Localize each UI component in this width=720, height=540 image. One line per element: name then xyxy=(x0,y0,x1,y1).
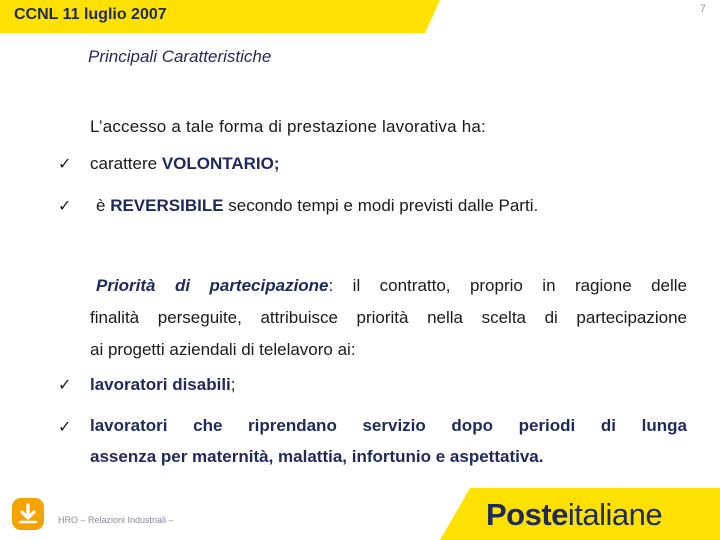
header-title: CCNL 11 luglio 2007 xyxy=(14,6,167,23)
list-item-emphasis: lavoratori disabili xyxy=(90,375,231,394)
priority-paragraph xyxy=(90,270,687,366)
list-item xyxy=(96,196,538,216)
checkmark-icon: ✓ xyxy=(58,154,72,173)
list-item-text: carattere xyxy=(90,154,162,173)
logo-light-part: italiane xyxy=(567,497,663,532)
list-item xyxy=(90,375,236,395)
list-item-text: è xyxy=(96,196,111,215)
paragraph-line: ai progetti aziendali di telelavoro ai: xyxy=(90,340,356,359)
page-number: 7 xyxy=(699,3,706,15)
intro-text: L’accesso a tale forma di prestazione lavorativa ha: xyxy=(90,117,486,136)
logo-bold-part: Poste xyxy=(486,497,568,532)
download-arrow-icon xyxy=(10,498,46,530)
paragraph-line: finalità perseguite, attribuisce priorità nella scelta di partecipazione xyxy=(90,308,687,327)
list-item xyxy=(90,154,280,174)
checkmark-icon: ✓ xyxy=(58,196,72,215)
list-item-line: assenza per maternità, malattia, infortunio e aspettativa. xyxy=(90,447,544,466)
checkmark-icon: ✓ xyxy=(58,375,72,394)
list-item-suffix: ; xyxy=(230,375,236,394)
priority-label: Priorità di partecipazione xyxy=(96,276,329,295)
list-item-suffix: secondo tempi e modi previsti dalle Parti. xyxy=(223,196,539,215)
posteitaliane-logo xyxy=(486,497,662,533)
priority-line1: : il contratto, proprio in ragione delle xyxy=(328,276,687,295)
list-item-line: lavoratori che riprendano servizio dopo periodi di lunga xyxy=(90,416,687,435)
paragraph-line xyxy=(90,270,687,302)
list-item-emphasis: VOLONTARIO; xyxy=(161,154,280,173)
list-item xyxy=(90,410,687,472)
checkmark-icon: ✓ xyxy=(58,417,72,436)
footer-text: HRO – Relazioni Industriali – xyxy=(58,515,174,525)
section-subtitle: Principali Caratteristiche xyxy=(88,47,272,66)
list-item-emphasis: REVERSIBILE xyxy=(110,196,224,215)
